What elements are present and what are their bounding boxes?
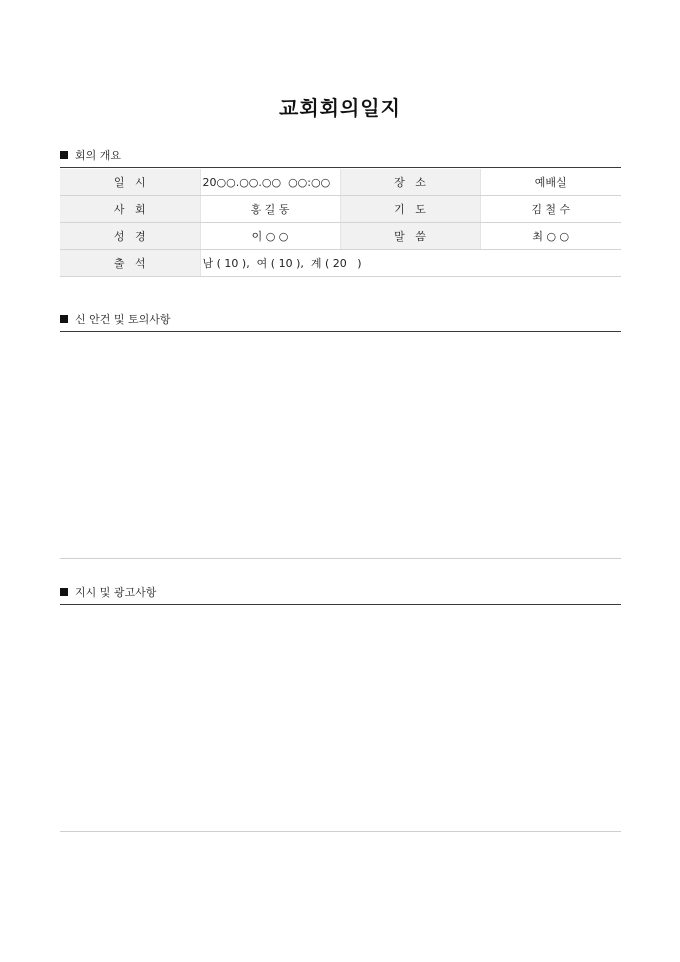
table-row	[60, 196, 621, 223]
instructions-rule	[60, 604, 621, 605]
overview-table	[60, 169, 621, 277]
scripture-label: 성 경	[60, 223, 200, 250]
date-value[interactable]: 20○○.○○.○○ ○○:○○	[200, 169, 340, 196]
place-label: 장 소	[340, 169, 480, 196]
place-value[interactable]: 예배실	[480, 169, 621, 196]
overview-heading	[60, 147, 621, 163]
sermon-label: 말 씀	[340, 223, 480, 250]
square-bullet-icon	[60, 588, 68, 596]
instructions-bottom-rule	[60, 831, 621, 832]
overview-heading-text: 회의 개요	[75, 149, 122, 162]
moderator-value[interactable]: 홍 길 동	[200, 196, 340, 223]
date-label: 일 시	[60, 169, 200, 196]
instructions-heading-text: 지시 및 광고사항	[75, 586, 157, 599]
prayer-label: 기 도	[340, 196, 480, 223]
document-title: 교회회의일지	[279, 96, 401, 120]
overview-rule	[60, 167, 621, 168]
agenda-heading	[60, 311, 621, 327]
prayer-value[interactable]: 김 철 수	[480, 196, 621, 223]
square-bullet-icon	[60, 315, 68, 323]
square-bullet-icon	[60, 151, 68, 159]
scripture-value[interactable]: 이 ○ ○	[200, 223, 340, 250]
agenda-bottom-rule	[60, 558, 621, 559]
table-row	[60, 169, 621, 196]
agenda-heading-text: 신 안건 및 토의사항	[75, 313, 171, 326]
instructions-content-area[interactable]	[60, 607, 621, 829]
attendance-label: 출 석	[60, 250, 200, 277]
moderator-label: 사 회	[60, 196, 200, 223]
instructions-heading	[60, 584, 621, 600]
sermon-value[interactable]: 최 ○ ○	[480, 223, 621, 250]
agenda-rule	[60, 331, 621, 332]
table-row	[60, 223, 621, 250]
table-row	[60, 250, 621, 277]
attendance-value[interactable]: 남 ( 10 ), 여 ( 10 ), 계 ( 20 )	[200, 250, 621, 277]
agenda-content-area[interactable]	[60, 334, 621, 556]
